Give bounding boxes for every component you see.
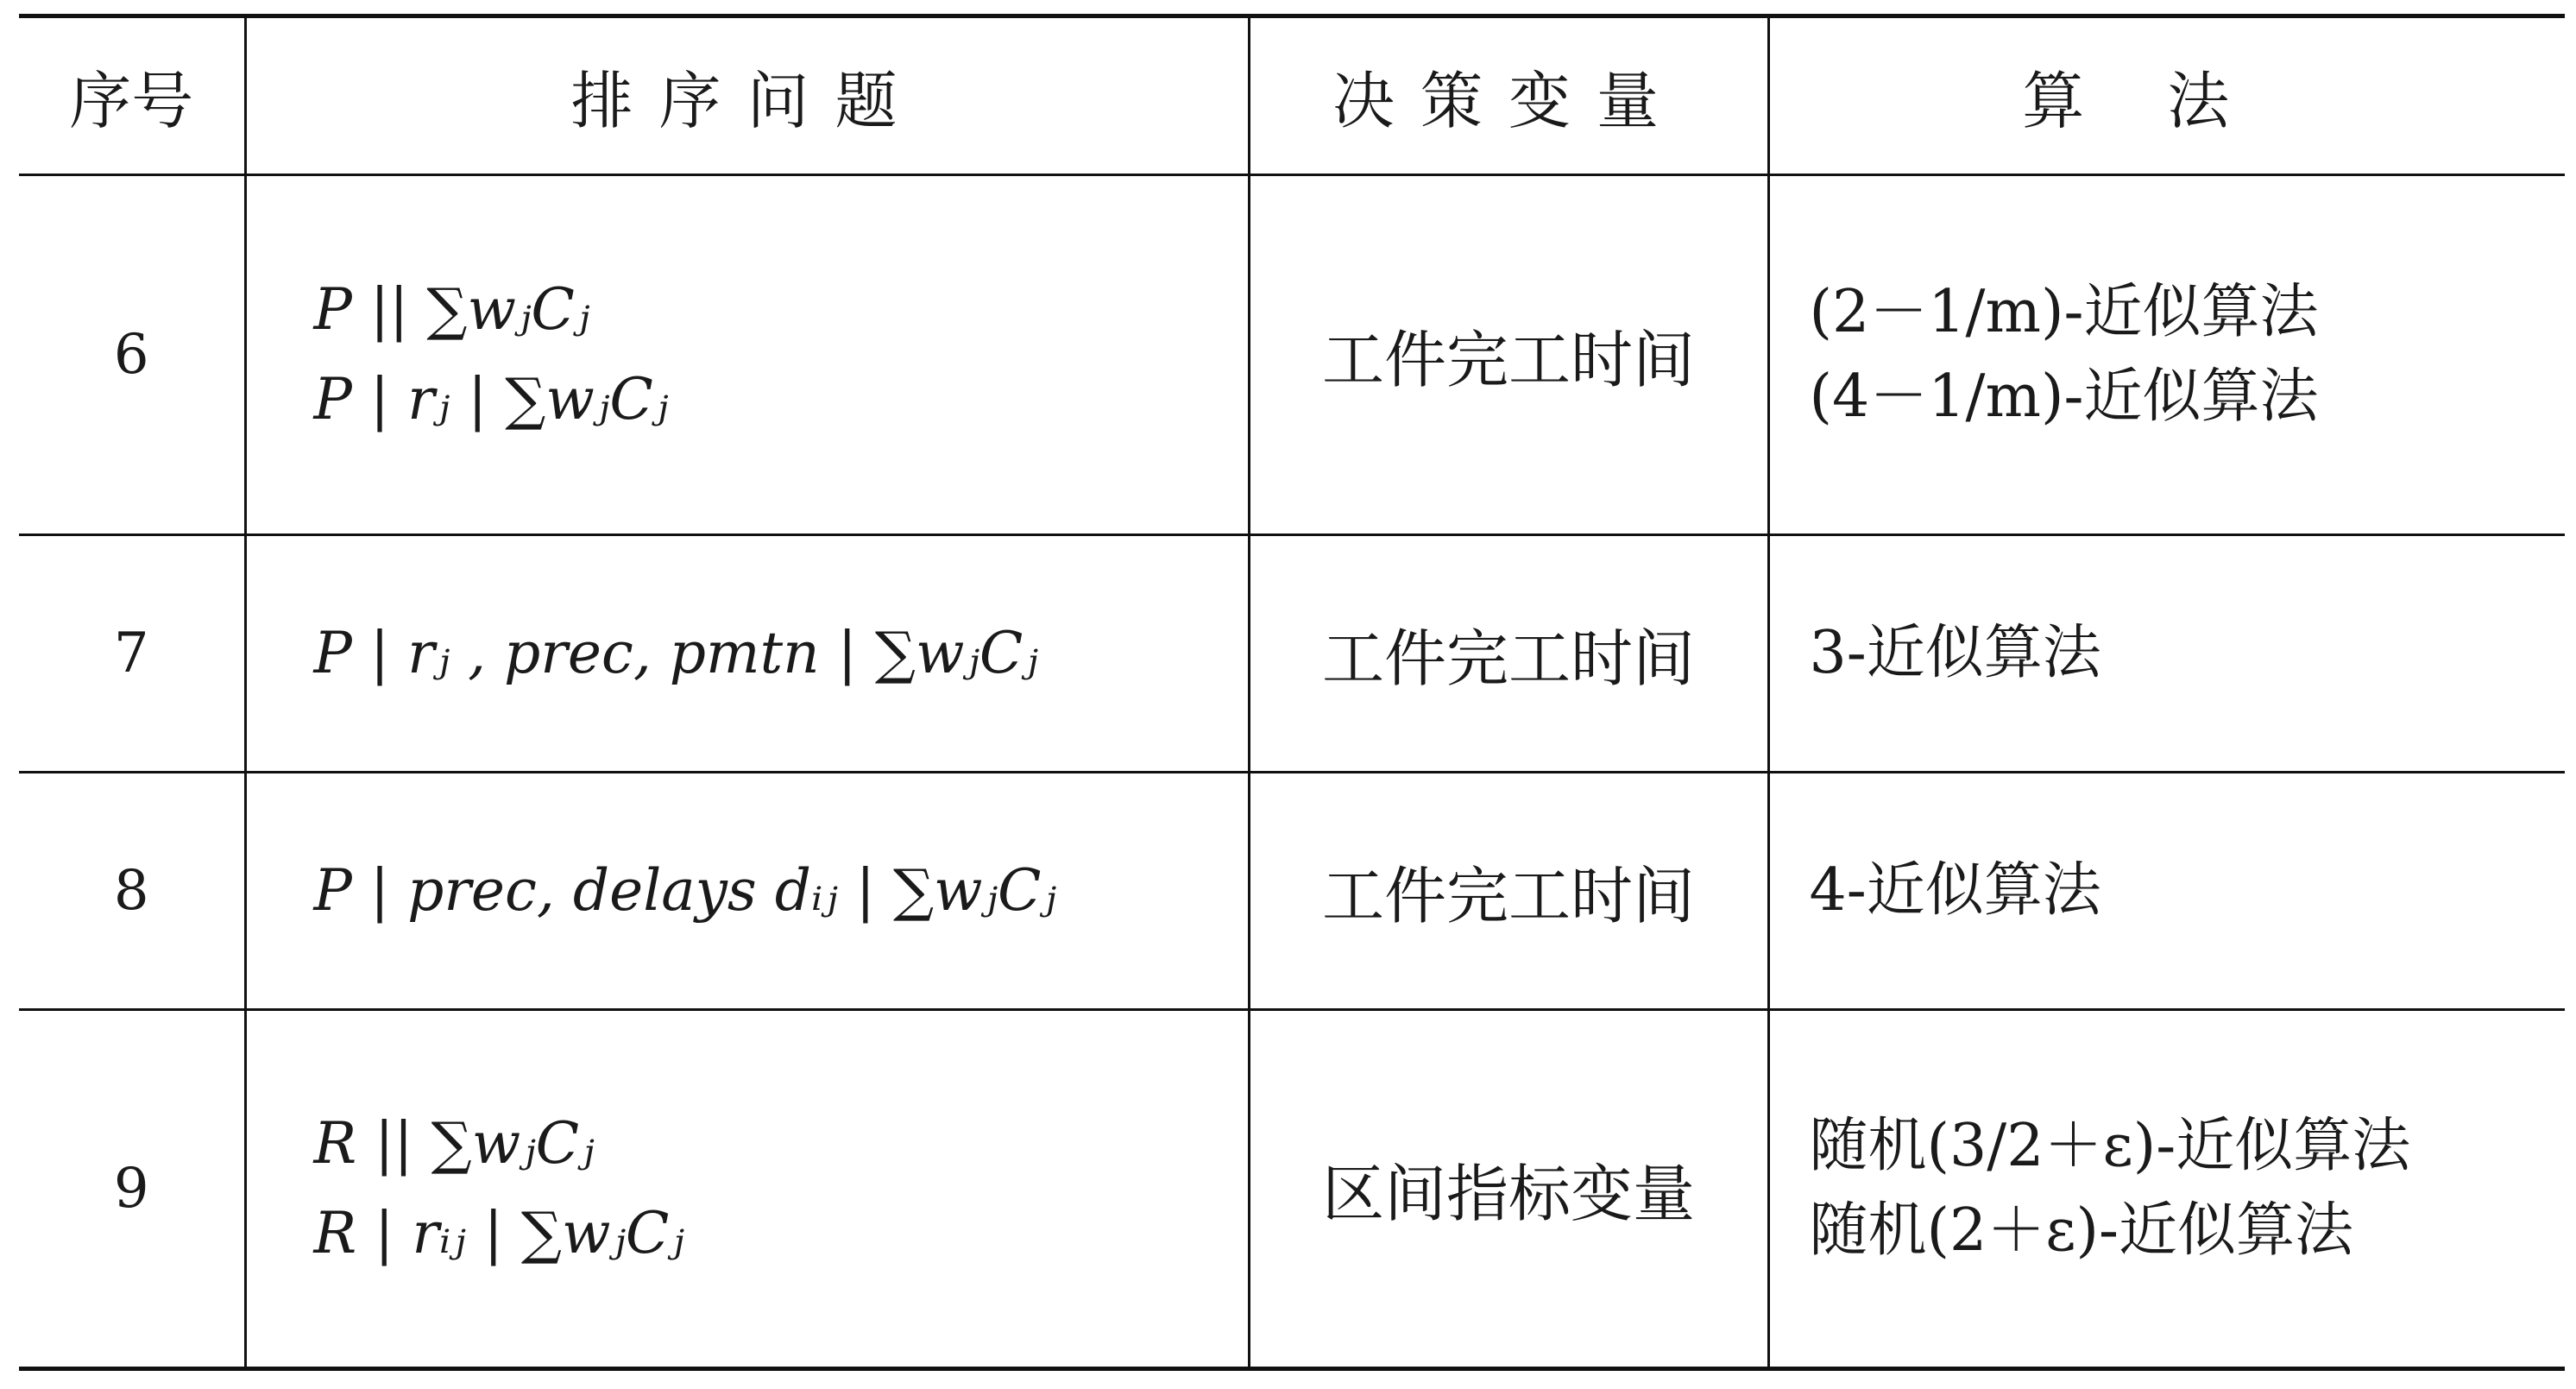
scheduling-table-container bbox=[19, 14, 2565, 1371]
problem-formula: P | prec, delays dᵢⱼ | ∑wⱼCⱼ bbox=[313, 857, 1056, 924]
algorithm-line: 随机(3/2＋ε)-近似算法 bbox=[1809, 1112, 2411, 1180]
scheduling-algorithms-table bbox=[19, 14, 2565, 1371]
table-row bbox=[19, 1010, 2565, 1369]
header-problem: 排序问题 bbox=[245, 16, 1249, 175]
problem-formula: P | rⱼ , prec, pmtn | ∑wⱼCⱼ bbox=[313, 620, 1038, 686]
algorithm-cell bbox=[1768, 535, 2565, 773]
problem-cell bbox=[245, 535, 1249, 773]
row-index: 7 bbox=[19, 535, 245, 773]
decision-variable: 工件完工时间 bbox=[1249, 175, 1768, 535]
algorithm-line: 随机(2＋ε)-近似算法 bbox=[1809, 1196, 2354, 1265]
problem-formula: R || ∑wⱼCⱼ bbox=[313, 1110, 595, 1177]
decision-variable: 工件完工时间 bbox=[1249, 773, 1768, 1010]
table-row bbox=[19, 773, 2565, 1010]
row-index: 8 bbox=[19, 773, 245, 1010]
algorithm-line: (4－1/m)-近似算法 bbox=[1809, 363, 2319, 431]
row-index: 6 bbox=[19, 175, 245, 535]
problem-cell bbox=[245, 1010, 1249, 1369]
decision-variable: 区间指标变量 bbox=[1249, 1010, 1768, 1369]
table-row bbox=[19, 175, 2565, 535]
algorithm-cell bbox=[1768, 773, 2565, 1010]
problem-formula: P | rⱼ | ∑wⱼCⱼ bbox=[313, 366, 669, 432]
header-index: 序号 bbox=[19, 16, 245, 175]
problem-formula: P || ∑wⱼCⱼ bbox=[313, 276, 590, 343]
problem-cell bbox=[245, 773, 1249, 1010]
algorithm-line: 4-近似算法 bbox=[1809, 856, 2101, 925]
problem-cell bbox=[245, 175, 1249, 535]
header-algorithm: 算法 bbox=[1768, 16, 2565, 175]
problem-formula: R | rᵢⱼ | ∑wⱼCⱼ bbox=[313, 1200, 684, 1266]
table-row bbox=[19, 535, 2565, 773]
decision-variable: 工件完工时间 bbox=[1249, 535, 1768, 773]
header-variable: 决策变量 bbox=[1249, 16, 1768, 175]
algorithm-line: (2－1/m)-近似算法 bbox=[1809, 278, 2319, 346]
header-row bbox=[19, 16, 2565, 175]
algorithm-line: 3-近似算法 bbox=[1809, 619, 2101, 687]
row-index: 9 bbox=[19, 1010, 245, 1369]
algorithm-cell bbox=[1768, 1010, 2565, 1369]
algorithm-cell bbox=[1768, 175, 2565, 535]
